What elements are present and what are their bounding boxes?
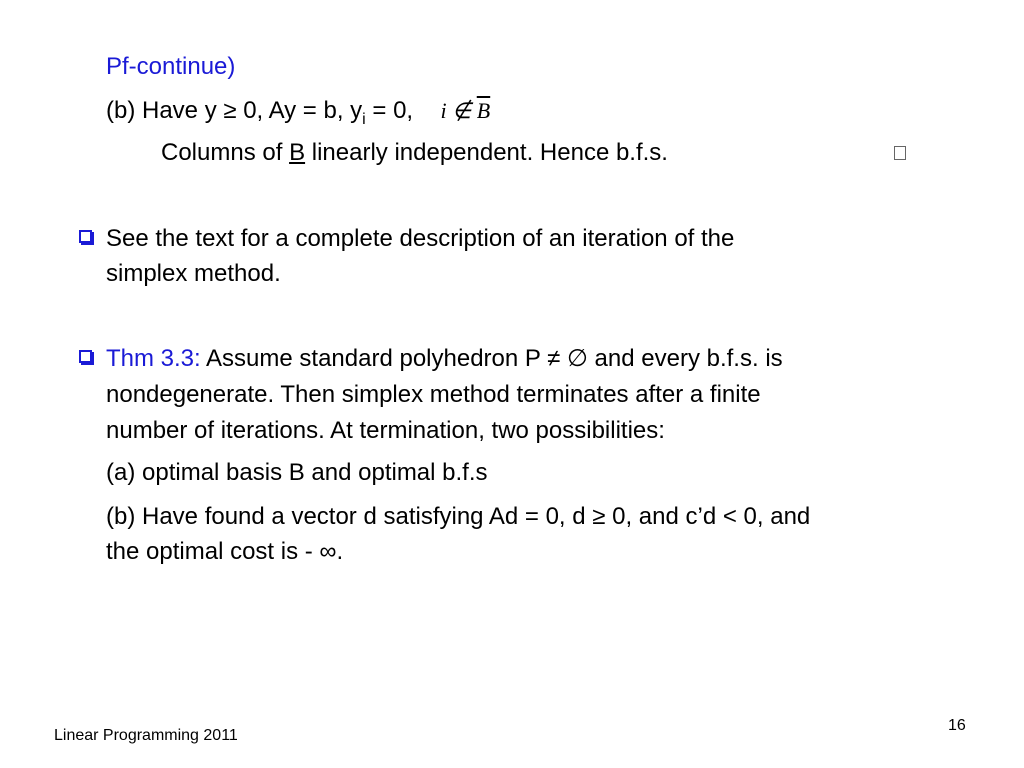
qed-icon bbox=[894, 146, 906, 160]
not-in-symbol: ∉ bbox=[446, 98, 477, 123]
math-B-bar: $\overline{B}$ bbox=[476, 98, 491, 123]
case-a-line: (a) optimal basis B and optimal b.f.s bbox=[106, 459, 488, 486]
checkbox-bullet-icon bbox=[79, 230, 92, 243]
proof-b-suffix: = 0, bbox=[365, 97, 414, 124]
page-number: 16 bbox=[948, 717, 966, 734]
footer-title: Linear Programming 2011 bbox=[54, 727, 238, 744]
case-b-line1: (b) Have found a vector d satisfying Ad = 0, d ≥ 0, and c’d < 0, and bbox=[106, 503, 811, 530]
columns-suffix: linearly independent. Hence b.f.s. bbox=[305, 139, 668, 166]
columns-B: B bbox=[289, 139, 306, 166]
subscript-i: i bbox=[362, 111, 366, 128]
bullet2-line2: nondegenerate. Then simplex method terminates after a finite bbox=[106, 381, 761, 408]
theorem-label: Thm 3.3: bbox=[106, 345, 201, 372]
bullet2-line1 bbox=[106, 344, 783, 374]
proof-b-text: (b) Have y ≥ 0, Ay = b, y bbox=[106, 97, 363, 124]
case-b-line2: the optimal cost is - ∞. bbox=[106, 538, 344, 565]
columns-line bbox=[161, 138, 668, 168]
bullet1-line2: simplex method. bbox=[106, 260, 281, 287]
pf-heading: Pf-continue) bbox=[106, 53, 236, 80]
proof-b-line bbox=[106, 96, 490, 129]
bullet2-line3: number of iterations. At termination, two possibilities: bbox=[106, 417, 665, 444]
bullet2-line1-text: Assume standard polyhedron P ≠ ∅ and every b.f.s. is bbox=[200, 345, 783, 372]
checkbox-bullet-icon bbox=[79, 350, 92, 363]
math-index-i: i bbox=[440, 98, 447, 123]
columns-prefix: Columns of bbox=[161, 139, 290, 166]
bullet1-line1: See the text for a complete description of an iteration of the bbox=[106, 225, 735, 252]
